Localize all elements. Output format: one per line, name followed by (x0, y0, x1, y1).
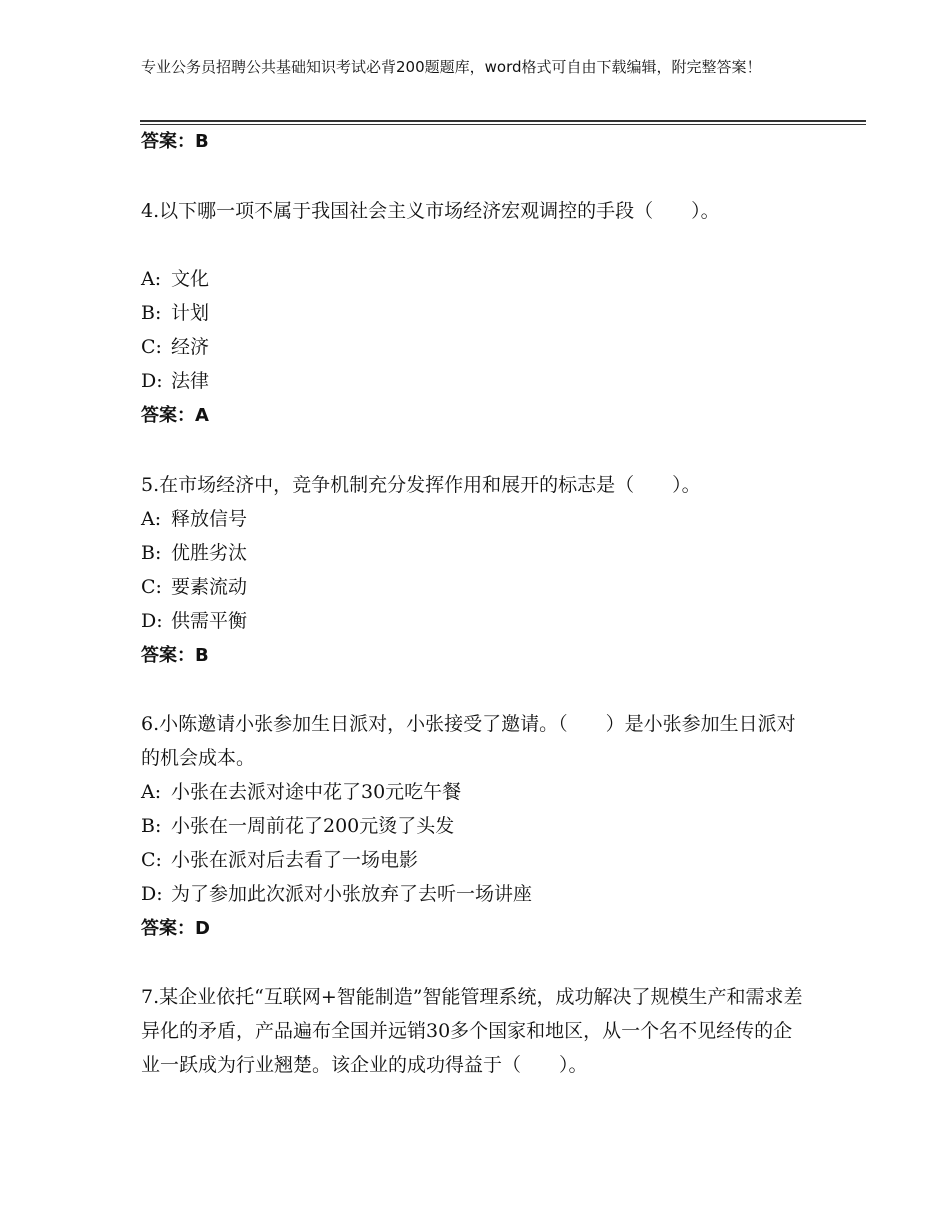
question-4-option-c (141, 334, 209, 360)
option-text: 要素流动 (171, 576, 248, 598)
answer-label: 答案： (141, 405, 195, 426)
question-5-stem: 5.在市场经济中，竞争机制充分发挥作用和展开的标志是（ ）。 (141, 474, 701, 496)
question-5-answer (141, 644, 209, 668)
document-header: 专业公务员招聘公共基础知识考试必背200题题库，word格式可自由下载编辑，附完整答案！ (141, 58, 762, 76)
option-text: 计划 (171, 302, 210, 324)
question-6-option-b (141, 813, 454, 839)
question-4-answer (141, 404, 209, 428)
option-letter: A: (141, 781, 162, 803)
answer-value: D (195, 918, 210, 939)
option-letter: A: (141, 268, 162, 290)
answer-value: B (195, 645, 209, 666)
answer-value: B (195, 131, 209, 152)
option-text: 小张在一周前花了200元烫了头发 (171, 815, 455, 837)
option-text: 小张在去派对途中花了30元吃午餐 (171, 781, 462, 803)
option-text: 经济 (171, 336, 210, 358)
option-letter: C: (141, 336, 162, 358)
header-rule-thin (140, 124, 866, 125)
question-5-option-c (141, 574, 247, 600)
header-rule-thick (140, 120, 866, 122)
question-5-option-d (141, 608, 247, 634)
question-5-option-b (141, 540, 247, 566)
answer-label: 答案： (141, 918, 195, 939)
option-text: 法律 (171, 370, 210, 392)
option-letter: D: (141, 610, 163, 632)
answer-value: A (195, 405, 209, 426)
option-text: 为了参加此次派对小张放弃了去听一场讲座 (171, 883, 533, 905)
option-letter: B: (141, 302, 162, 324)
question-7-stem: 7.某企业依托“互联网+智能制造”智能管理系统，成功解决了规模生产和需求差异化的矛盾，产品遍布全国并远销30多个国家和地区，从一个名不见经传的企业一跃成为行业翘楚。该企业的成功得益于（ ）。 (141, 986, 803, 1076)
option-letter: D: (141, 370, 163, 392)
option-text: 小张在派对后去看了一场电影 (171, 849, 419, 871)
question-5-option-a (141, 506, 247, 532)
option-letter: C: (141, 849, 162, 871)
question-6-stem: 6.小陈邀请小张参加生日派对，小张接受了邀请。（ ）是小张参加生日派对的机会成本。 (141, 713, 796, 769)
option-letter: A: (141, 508, 162, 530)
question-4-option-a (141, 266, 209, 292)
question-4-option-b (141, 300, 209, 326)
option-letter: B: (141, 815, 162, 837)
question-6-answer (141, 917, 210, 941)
question-6-option-c (141, 847, 418, 873)
answer-label: 答案： (141, 645, 195, 666)
option-text: 优胜劣汰 (171, 542, 248, 564)
answer-line (141, 130, 209, 154)
option-letter: D: (141, 883, 163, 905)
option-letter: C: (141, 576, 162, 598)
question-4-stem: 4.以下哪一项不属于我国社会主义市场经济宏观调控的手段（ ）。 (141, 200, 720, 222)
question-6-option-d (141, 881, 532, 907)
question-6-option-a (141, 779, 461, 805)
option-letter: B: (141, 542, 162, 564)
answer-label: 答案： (141, 131, 195, 152)
option-text: 文化 (171, 268, 210, 290)
question-4-option-d (141, 368, 209, 394)
option-text: 释放信号 (171, 508, 248, 530)
option-text: 供需平衡 (171, 610, 248, 632)
